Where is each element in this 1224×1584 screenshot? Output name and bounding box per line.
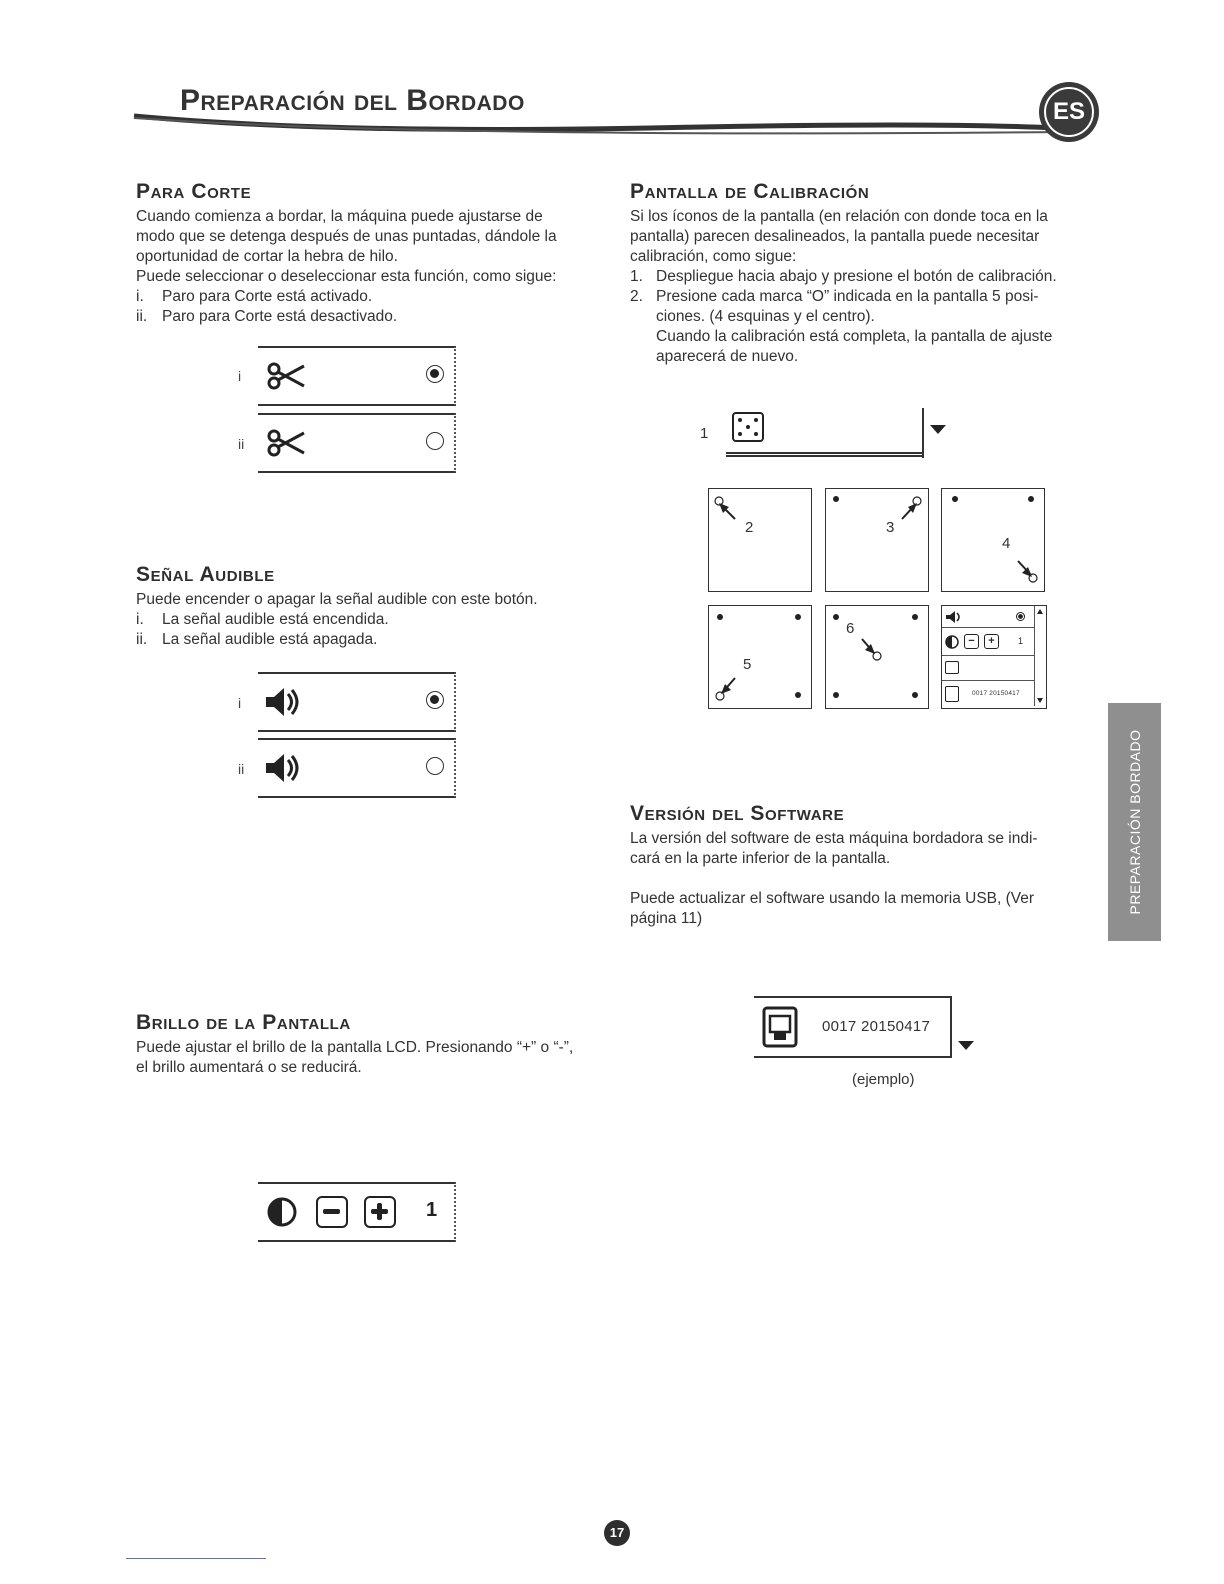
- header-swoosh: [130, 98, 1070, 144]
- list-item: [630, 287, 1100, 367]
- list-item: [630, 267, 1100, 287]
- list-number: 1.: [630, 268, 643, 285]
- software-icon: [762, 1006, 798, 1048]
- list-item: [136, 610, 606, 630]
- scissors-icon: [266, 427, 306, 459]
- section-title-calibracion: Pantalla de Calibración: [630, 180, 870, 203]
- radio-off[interactable]: [426, 757, 444, 775]
- brightness-minus-button[interactable]: −: [964, 634, 979, 649]
- list-text: Despliegue hacia abajo y presione el botón de calibración.: [656, 268, 1057, 285]
- text-line: pantalla) parecen desalineados, la pantalla puede necesitar: [630, 228, 1040, 245]
- step-label: 1: [700, 425, 709, 442]
- scrollbar[interactable]: [1034, 606, 1045, 706]
- thread-cut-on-row[interactable]: [258, 346, 456, 406]
- step-label: 3: [886, 519, 895, 536]
- list-text: Paro para Corte está desactivado.: [162, 308, 398, 325]
- step-label: 2: [745, 519, 754, 536]
- text-line: Puede encender o apagar la señal audible con este botón.: [136, 591, 538, 608]
- brightness-value: 1: [1018, 636, 1024, 646]
- text-line: Cuando comienza a bordar, la máquina puede ajustarse de: [136, 208, 543, 225]
- side-tab: [1108, 703, 1161, 941]
- mini-settings-screen: [941, 605, 1047, 709]
- radio-off[interactable]: [426, 432, 444, 450]
- step-label: 5: [743, 656, 752, 673]
- radio-on[interactable]: [426, 691, 444, 709]
- software-version-display: [754, 996, 952, 1058]
- calibration-button-row[interactable]: [726, 408, 924, 458]
- calibration-screen-step-3: [825, 488, 929, 592]
- calibration-icon[interactable]: [945, 661, 959, 674]
- radio-on[interactable]: [426, 365, 444, 383]
- page-number: 17: [604, 1520, 630, 1546]
- list-text: aparecerá de nuevo.: [656, 348, 799, 365]
- stylus-arrow-icon: [942, 489, 1044, 591]
- section-title-senal-audible: Señal Audible: [136, 563, 275, 586]
- calibration-screen-step-5: [708, 605, 812, 709]
- brightness-row: [258, 1182, 456, 1242]
- text-line: La versión del software de esta máquina bordadora se indi-: [630, 830, 1038, 847]
- dropdown-arrow-icon[interactable]: [929, 424, 947, 436]
- text-line: Puede seleccionar o deseleccionar esta función, como sigue:: [136, 268, 557, 285]
- speaker-icon: [264, 684, 310, 720]
- page-title: Preparación del Bordado: [180, 84, 525, 117]
- example-caption: (ejemplo): [852, 1071, 915, 1088]
- version-value: 0017 20150417: [972, 690, 1020, 697]
- senal-audible-text: [136, 590, 606, 650]
- para-corte-text: [136, 207, 606, 327]
- version-text: [630, 829, 1100, 929]
- stylus-arrow-icon: [709, 606, 811, 708]
- calibration-screen-step-2: [708, 488, 812, 592]
- calibracion-text: [630, 207, 1100, 367]
- list-number: i.: [136, 611, 144, 628]
- list-number: ii.: [136, 631, 148, 648]
- dropdown-arrow-icon[interactable]: [957, 1040, 975, 1052]
- row-label: i: [238, 695, 242, 711]
- list-item: [136, 307, 606, 327]
- speaker-icon: [945, 609, 967, 625]
- software-icon: [945, 686, 959, 702]
- step-label: 6: [846, 620, 855, 637]
- calibration-screen-step-6: [825, 605, 929, 709]
- language-badge-label: ES: [1052, 98, 1085, 125]
- beep-off-row[interactable]: [258, 738, 456, 798]
- version-value: 0017 20150417: [822, 1018, 931, 1035]
- text-line: Puede actualizar el software usando la memoria USB, (Ver: [630, 890, 1035, 907]
- list-item: [136, 630, 606, 650]
- list-number: ii.: [136, 308, 148, 325]
- stylus-arrow-icon: [826, 489, 928, 591]
- language-badge: [1039, 82, 1099, 142]
- list-item: [136, 287, 606, 307]
- contrast-icon: [266, 1196, 302, 1228]
- brightness-value: 1: [426, 1199, 438, 1221]
- list-text: La señal audible está encendida.: [162, 611, 389, 628]
- footnote-rule: [126, 1558, 266, 1559]
- row-label: i: [238, 368, 242, 384]
- row-label: ii: [238, 436, 245, 452]
- thread-cut-off-row[interactable]: [258, 413, 456, 473]
- speaker-icon: [264, 750, 310, 786]
- text-line: página 11): [630, 910, 703, 927]
- list-number: 2.: [630, 288, 643, 305]
- brightness-plus-button[interactable]: [364, 1196, 396, 1228]
- step-label: 4: [1002, 535, 1011, 552]
- beep-on-row[interactable]: [258, 672, 456, 732]
- scissors-icon: [266, 360, 306, 392]
- brillo-text: [136, 1038, 616, 1078]
- list-text: Presione cada marca “O” indicada en la pantalla 5 posi-: [656, 288, 1039, 305]
- section-title-para-corte: Para Corte: [136, 180, 252, 203]
- stylus-arrow-icon: [709, 489, 811, 591]
- calibration-screen-step-4: [941, 488, 1045, 592]
- row-label: ii: [238, 761, 245, 777]
- list-text: ciones. (4 esquinas y el centro).: [656, 308, 875, 325]
- brightness-minus-button[interactable]: [316, 1196, 348, 1228]
- list-text: La señal audible está apagada.: [162, 631, 378, 648]
- section-title-version: Versión del Software: [630, 802, 845, 825]
- text-line: Puede ajustar el brillo de la pantalla LCD. Presionando “+” o “-”,: [136, 1039, 574, 1056]
- brightness-plus-button[interactable]: +: [984, 634, 999, 649]
- radio-on[interactable]: [1016, 612, 1025, 621]
- text-line: oportunidad de cortar la hebra de hilo.: [136, 248, 398, 265]
- side-tab-label: PREPARACIÓN BORDADO: [1126, 729, 1143, 915]
- list-text: Paro para Corte está activado.: [162, 288, 373, 305]
- calibration-icon[interactable]: [732, 412, 764, 442]
- text-line: cará en la parte inferior de la pantalla.: [630, 850, 891, 867]
- text-line: calibración, como sigue:: [630, 248, 797, 265]
- stylus-arrow-icon: [826, 606, 928, 708]
- contrast-icon: [944, 634, 960, 650]
- text-line: Si los íconos de la pantalla (en relación con donde toca en la: [630, 208, 1048, 225]
- list-number: i.: [136, 288, 144, 305]
- section-title-brillo: Brillo de la Pantalla: [136, 1011, 351, 1034]
- text-line: el brillo aumentará o se reducirá.: [136, 1059, 362, 1076]
- text-line: modo que se detenga después de unas puntadas, dándole la: [136, 228, 557, 245]
- list-text: Cuando la calibración está completa, la pantalla de ajuste: [656, 328, 1053, 345]
